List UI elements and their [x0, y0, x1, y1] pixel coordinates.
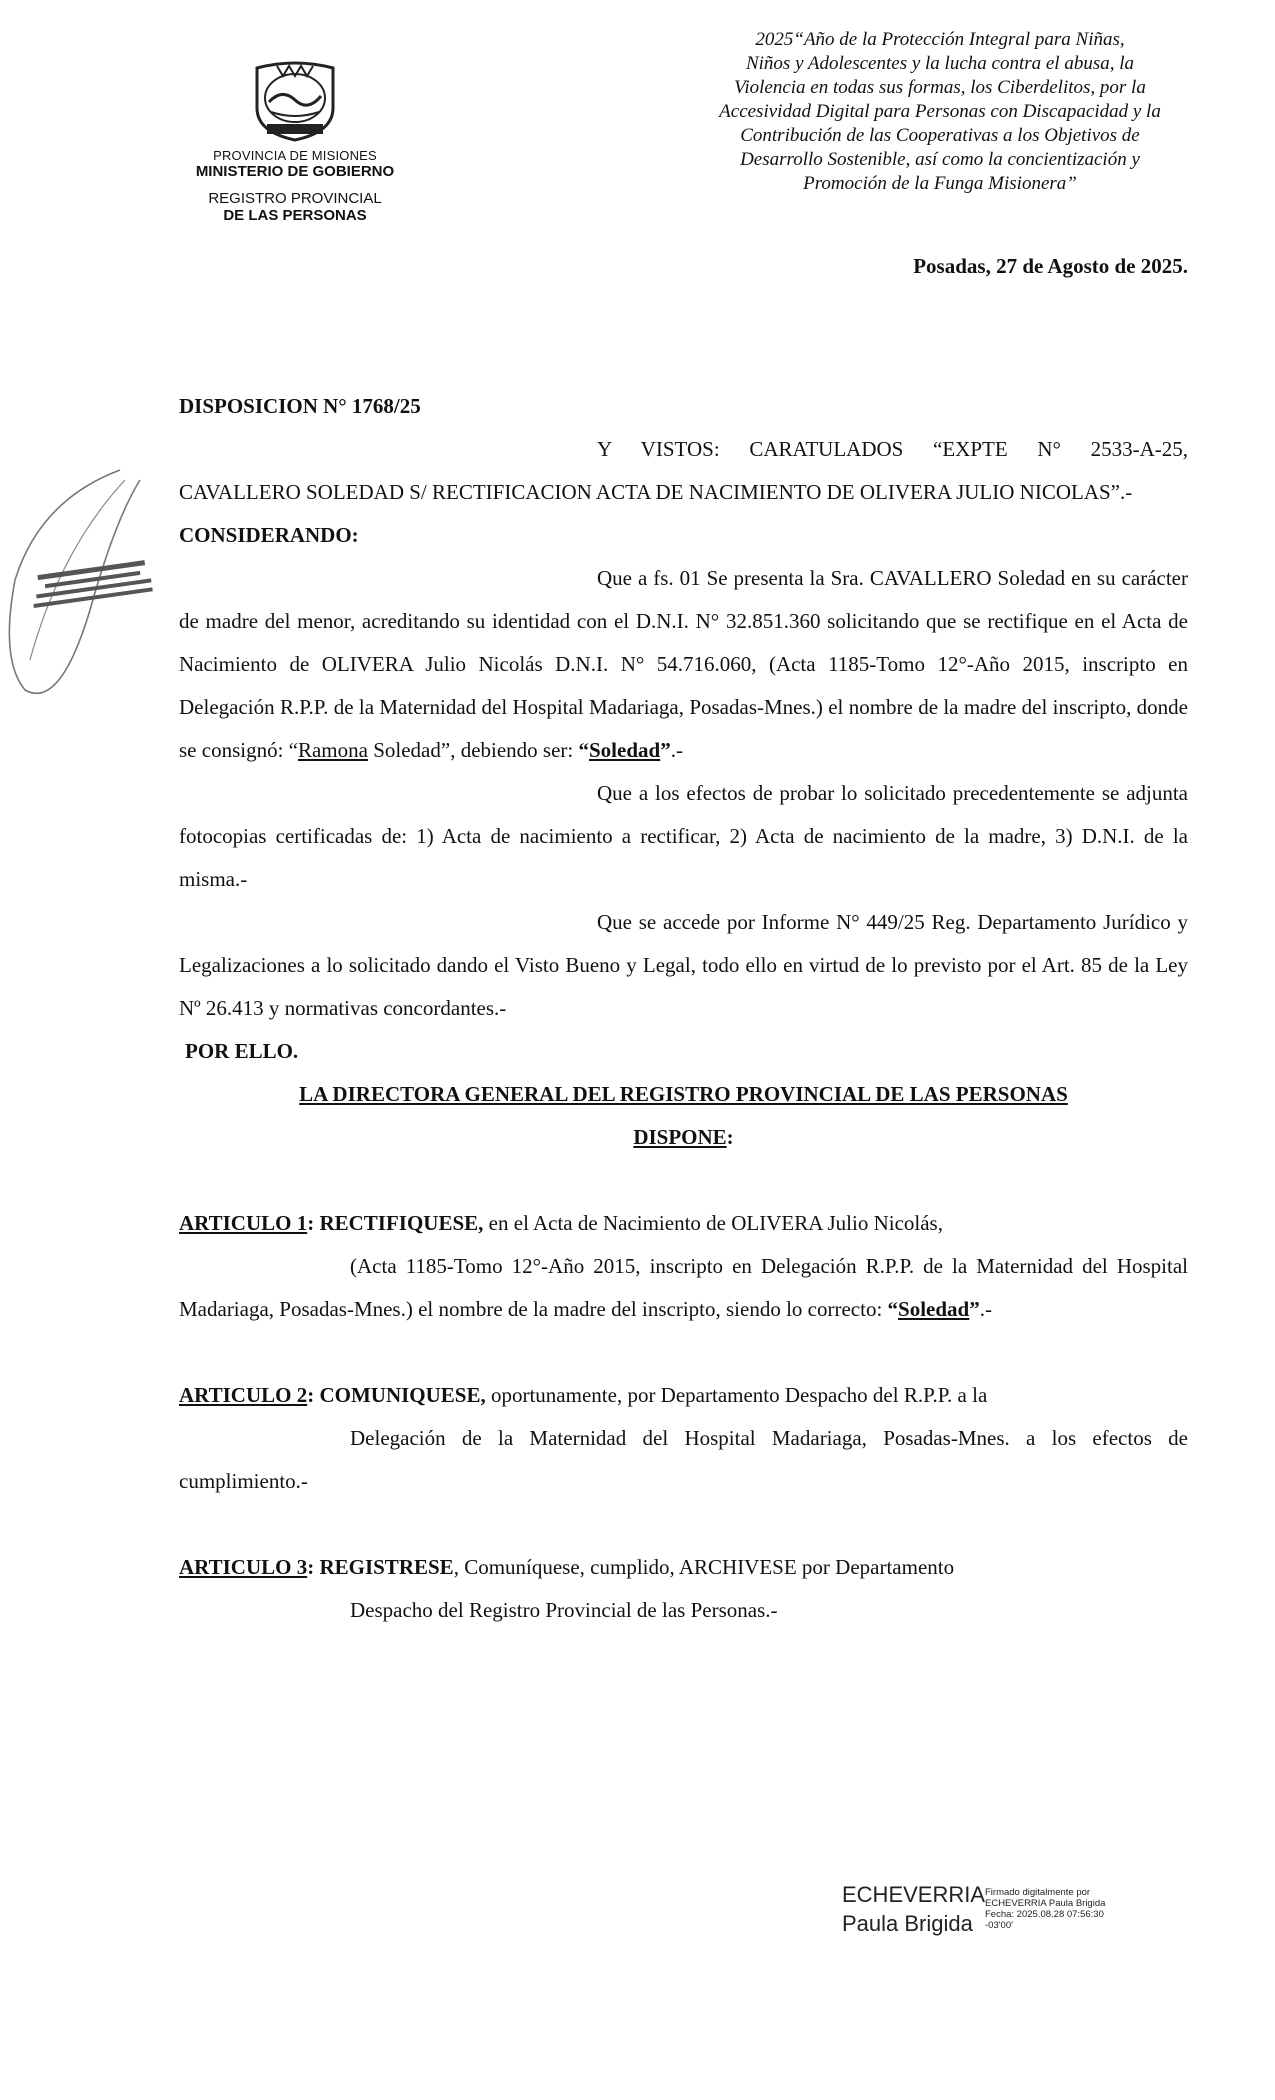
signature-meta-line: ECHEVERRIA Paula Brigida — [985, 1898, 1106, 1909]
document-date: Posadas, 27 de Agosto de 2025. — [913, 254, 1188, 278]
article-3 — [179, 1546, 1188, 1589]
considerando-paragraph-2: Que a los efectos de probar lo solicitado precedentemente se adjunta fotocopias certificadas de: 1) Acta de nacimiento a rectificar, 2) Acta de nacimiento de la madre, 3) D.N.I. de la misma.- — [179, 781, 1188, 891]
signature-meta-line: Firmado digitalmente por — [985, 1887, 1091, 1898]
article-3-text: , Comuníquese, cumplido, ARCHIVESE por Departamento — [453, 1555, 955, 1579]
article-1-cont — [179, 1245, 1188, 1331]
considerando-paragraph-3: Que se accede por Informe N° 449/25 Reg. Departamento Jurídico y Legalizaciones a lo solicitado dando el Visto Bueno y Legal, todo ello en virtud de lo previsto por el Art. 85 de la Ley Nº 26.413 y normativas concordantes.- — [179, 910, 1188, 1020]
province-name: PROVINCIA DE MISIONES — [213, 148, 377, 163]
ministry-logo-block — [165, 58, 425, 224]
por-ello: POR ELLO. — [185, 1039, 299, 1063]
article-3-verb: REGISTRESE — [319, 1555, 454, 1579]
article-1-quote-open: “ — [887, 1297, 899, 1321]
signature-meta-line: -03'00' — [985, 1920, 1013, 1931]
p1-text: Que a fs. 01 Se presenta la Sra. CAVALLERO Soledad en su carácter de madre del menor, acreditando su identidad con el D.N.I. N° 32.851.360 solicitando que se rectifique en el Acta de Nacimiento de OLIVERA Julio Nicolás D.N.I. N° 54.716.060, (Acta 1185-Tomo 12°-Año 2015, inscripto en Delegación R.P.P. de la Maternidad del Hospital Madariaga, Posadas-Mnes.) el nombre de la madre del inscripto, donde se consignó: “ — [179, 566, 1188, 762]
article-1-value: Soledad — [898, 1297, 970, 1321]
article-1-quote-close: ” — [969, 1297, 980, 1321]
p1-quote-close: ” — [660, 738, 671, 762]
article-2-verb: COMUNIQUESE, — [319, 1383, 486, 1407]
motto-line: Desarrollo Sostenible, así como la concientización y — [740, 149, 1140, 170]
signature-meta-line: Fecha: 2025.08.28 07:56:30 — [985, 1909, 1104, 1920]
article-2-label: ARTICULO 2 — [179, 1383, 308, 1407]
article-3-cont: Despacho del Registro Provincial de las Personas.- — [350, 1598, 778, 1622]
article-1-text: (Acta 1185-Tomo 12°-Año 2015, inscripto en Delegación R.P.P. de la Maternidad del Hospital Madariaga, Posadas-Mnes.) el nombre de la madre del inscripto, siendo lo correcto: — [179, 1254, 1188, 1321]
p1-text: Soledad”, debiendo ser: — [367, 738, 579, 762]
motto-line: Accesividad Digital para Personas con Discapacidad y la — [719, 101, 1161, 122]
p1-correct-name: Soledad — [589, 738, 661, 762]
document-body — [179, 385, 1188, 1632]
dispone-word: DISPONE — [633, 1125, 727, 1149]
article-2-cont: Delegación de la Maternidad del Hospital Madariaga, Posadas-Mnes. a los efectos de cumplimiento.- — [179, 1426, 1188, 1493]
dispone-heading — [179, 1116, 1188, 1159]
p1-quote-open: “ — [578, 738, 589, 762]
article-2-text: oportunamente, por Departamento Despacho del R.P.P. a la — [485, 1383, 988, 1407]
disposition-title: DISPOSICION N° 1768/25 — [179, 394, 421, 418]
considerando-paragraph-1 — [179, 557, 1188, 772]
motto-line: 2025“Año de la Protección Integral para Niñas, — [755, 29, 1125, 50]
article-1-label: ARTICULO 1 — [179, 1211, 308, 1235]
article-1-text: en el Acta de Nacimiento de OLIVERA Julio Nicolás, — [483, 1211, 943, 1235]
motto-line: Promoción de la Funga Misionera” — [803, 173, 1077, 194]
digital-signature-name — [842, 1880, 985, 1938]
p1-ramona: Ramona — [297, 738, 368, 762]
article-1-sep: : — [307, 1211, 320, 1235]
motto-line: Violencia en todas sus formas, los Ciberdelitos, por la — [734, 77, 1146, 98]
legal-advisor-stamp-icon — [0, 460, 180, 720]
signer-surname: ECHEVERRIA — [842, 1882, 986, 1907]
article-1 — [179, 1202, 1188, 1245]
article-3-label: ARTICULO 3 — [179, 1555, 308, 1579]
article-3-sep: : — [307, 1555, 320, 1579]
registry-name-cont: DE LAS PERSONAS — [223, 207, 367, 224]
considerando-heading: CONSIDERANDO: — [179, 523, 359, 547]
year-motto — [690, 28, 1190, 196]
vistos-paragraph: Y VISTOS: CARATULADOS “EXPTE N° 2533-A-25, CAVALLERO SOLEDAD S/ RECTIFICACION ACTA DE NACIMIENTO DE OLIVERA JULIO NICOLAS”.- — [179, 437, 1188, 504]
motto-line: Contribución de las Cooperativas a los Objetivos de — [740, 125, 1140, 146]
p1-end: .- — [670, 738, 683, 762]
article-2-sep: : — [307, 1383, 320, 1407]
article-1-end: .- — [979, 1297, 992, 1321]
digital-signature-meta — [985, 1887, 1135, 1931]
ministry-name: MINISTERIO DE GOBIERNO — [195, 163, 395, 180]
article-2 — [179, 1374, 1188, 1417]
directora-heading: LA DIRECTORA GENERAL DEL REGISTRO PROVINCIAL DE LAS PERSONAS — [299, 1082, 1068, 1106]
motto-line: Niños y Adolescentes y la lucha contra el abusa, la — [745, 53, 1135, 74]
signer-given-names: Paula Brigida — [842, 1911, 973, 1936]
provincial-coat-of-arms-icon — [247, 58, 343, 142]
article-1-verb: RECTIFIQUESE, — [319, 1211, 484, 1235]
registry-name: REGISTRO PROVINCIAL — [208, 190, 382, 207]
dispone-colon: : — [726, 1125, 734, 1149]
